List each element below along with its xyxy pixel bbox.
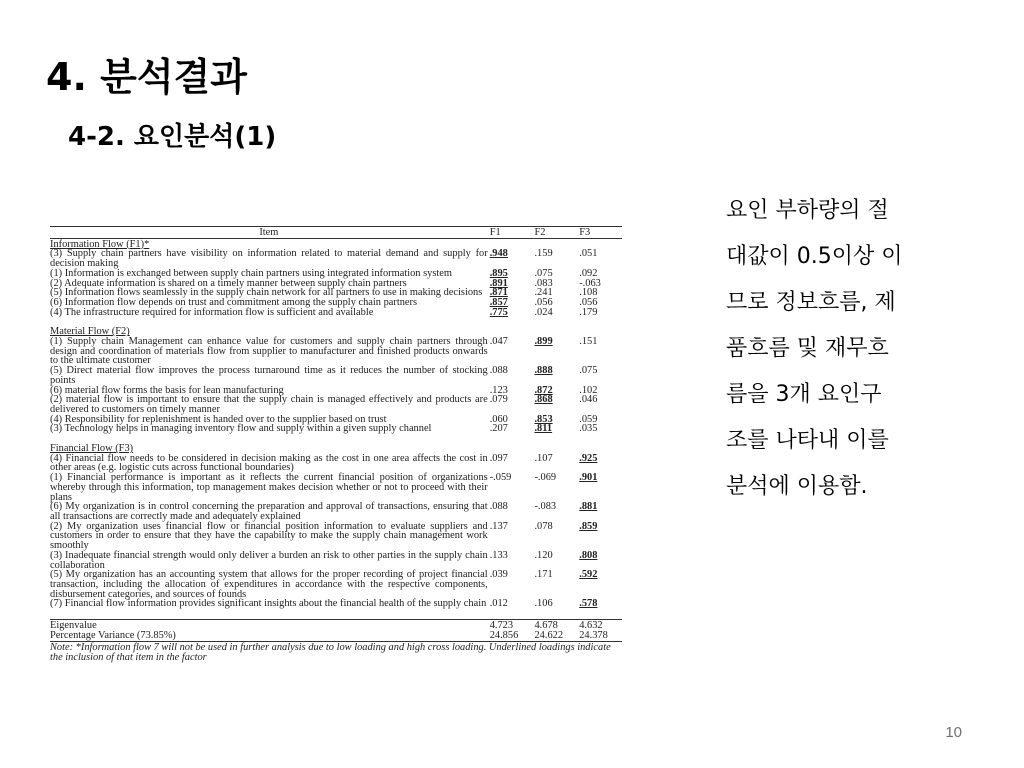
loading-f3-value: .046: [579, 394, 598, 406]
loading-f2-value: .078: [534, 520, 553, 532]
table-row: [50, 502, 622, 521]
loading-f2: [532, 366, 577, 376]
loading-f1: [488, 395, 533, 405]
page-number: 10: [945, 724, 962, 741]
loading-f1: [488, 454, 533, 464]
loading-f2: [532, 570, 577, 580]
variance-f1: 24.856: [489, 629, 519, 641]
loading-f2-value: .083: [534, 277, 553, 289]
loading-f3-value: .059: [579, 413, 598, 425]
item-text: (1) Information is exchanged between supply chain partners using integrated information system: [50, 267, 452, 279]
loading-f1: [488, 522, 533, 532]
loading-f2-value: -.069: [534, 472, 557, 484]
loading-f3-value: .051: [579, 248, 598, 260]
loading-f1: [488, 551, 533, 561]
item-text: (3) Inadequate financial strength would only deliver a burden an risk to other parties in the supply chain collaboration: [50, 549, 488, 571]
loading-f3-value: .075: [579, 365, 598, 377]
loading-f3-value: .578: [579, 598, 598, 610]
table-row: [50, 570, 622, 599]
item-text: (3) Supply chain partners have visibility on information related to material demand and supply for decision making: [50, 248, 488, 270]
loading-f1: [488, 599, 533, 609]
eigenvalue-f1: 4.723: [489, 620, 514, 632]
loading-f1-value: .088: [489, 501, 508, 513]
loading-f1: [488, 249, 533, 259]
loading-f3-value: .108: [579, 287, 598, 299]
loading-f2-value: .075: [534, 267, 553, 279]
item-text: (6) Information flow depends on trust and commitment among the supply chain partners: [50, 296, 418, 308]
loading-f3: [577, 366, 622, 376]
loading-f1: [488, 424, 533, 434]
loading-f1-value: .133: [489, 549, 508, 561]
variance-label: Percentage Variance (73.85%): [50, 629, 176, 641]
loading-f2-value: .853: [534, 413, 553, 425]
loading-f1: [488, 337, 533, 347]
loading-f3-value: .102: [579, 384, 598, 396]
loading-f3-value: .179: [579, 306, 598, 318]
loading-f3: [577, 337, 622, 347]
item-text: (2) My organization uses financial flow or financial position information to evaluate suppliers and customers in order to ensure that they have the capability to make the supply chain management work smoothly: [50, 520, 488, 552]
loading-f2-value: .872: [534, 384, 553, 396]
item-text: (7) Financial flow information provides significant insights about the financial health of the supply chain: [50, 598, 487, 610]
loading-f1-value: -.059: [489, 472, 512, 484]
summary-line: 조를 나타내 이를: [726, 428, 889, 453]
loading-f3-value: .925: [579, 452, 598, 464]
item-text: (6) My organization is in control concerning the preparation and approval of transactions, ensuring that all transactions are correctly made and adequately explained: [50, 501, 488, 522]
loading-f2-value: .024: [534, 306, 553, 318]
loading-f2: [532, 522, 577, 532]
loading-f2: [532, 473, 577, 483]
loading-f1-value: .123: [489, 384, 508, 396]
summary-line: 분석에 이용함.: [726, 474, 868, 499]
item-text: (3) Technology helps in managing inventory flow and supply within a given supply channel: [50, 423, 432, 435]
loading-f2-value: .107: [534, 452, 553, 464]
loading-f2-value: .056: [534, 296, 553, 308]
loading-f1-value: .088: [489, 365, 508, 377]
table-summary: [50, 619, 622, 642]
item-text: (4) Financial flow needs to be considered in decision making as the cost in one area affects the cost in other areas (e.g. logistic cuts across functional boundaries): [50, 452, 488, 474]
loading-f1-value: .895: [489, 267, 508, 279]
loading-f1: [488, 502, 533, 512]
summary-text: [726, 188, 966, 510]
item-text: (5) My organization has an accounting system that allows for the proper recording of project financial transaction, including the allocation of expenditures in accordance with the respective components, disbursement categories, and sources of founds: [50, 569, 488, 600]
loading-f1-value: .060: [489, 413, 508, 425]
variance-f3: 24.378: [579, 629, 608, 641]
loading-f2-value: .159: [534, 248, 553, 260]
summary-line: 대값이 0.5이상 이: [726, 244, 903, 269]
loading-f1-value: .857: [489, 296, 508, 308]
loading-f1-value: .775: [489, 306, 508, 318]
loading-f2: [532, 599, 577, 609]
item-text: (2) Adequate information is shared on a timely manner between supply chain partners: [50, 277, 407, 289]
loading-f3: [577, 395, 622, 405]
variance-f2: 24.622: [534, 629, 564, 641]
loading-f3: [577, 502, 622, 512]
item-text: (2) material flow is important to ensure that the supply chain is managed effectively and products are delivered to customers on timely manner: [50, 394, 488, 415]
loading-f2-value: .106: [534, 598, 553, 610]
loading-f2: [532, 308, 577, 318]
loading-f3-value: .808: [579, 549, 598, 561]
loading-f2-value: -.083: [534, 501, 557, 513]
loading-f3: [577, 551, 622, 561]
loading-f1-value: .948: [489, 248, 508, 260]
loading-f3: [577, 454, 622, 464]
factor-groups: [50, 240, 622, 609]
loading-f3-value: -.063: [579, 277, 601, 289]
factor-group: [50, 327, 622, 434]
loading-f3-value: .092: [579, 267, 598, 279]
table-row: [50, 337, 622, 366]
table-row: [50, 473, 622, 502]
loading-f1-value: .891: [489, 277, 508, 289]
loading-f2: [532, 551, 577, 561]
loading-f2-value: .171: [534, 569, 553, 581]
loading-f2: [532, 249, 577, 259]
slide-subtitle: 4-2. 요인분석(1): [68, 122, 277, 152]
header-f3: F3: [579, 227, 591, 238]
loading-f1-value: .871: [489, 287, 508, 299]
header-f2: F2: [534, 227, 546, 238]
loading-f1-value: .207: [489, 423, 508, 435]
loading-f3-value: .859: [579, 520, 598, 532]
table-row: [50, 454, 622, 473]
slide-title: 4. 분석결과: [46, 55, 247, 99]
loading-f2-value: .888: [534, 365, 553, 377]
item-text: (5) Direct material flow improves the process turnaround time as it reduces the number of stocking points: [50, 365, 488, 386]
summary-line: 므로 정보흐름, 제: [726, 290, 896, 315]
loading-f3: [577, 424, 622, 434]
loading-f3: [577, 308, 622, 318]
loading-f2: [532, 395, 577, 405]
table-row: [50, 308, 622, 318]
loading-f2: [532, 502, 577, 512]
table-row: [50, 599, 622, 609]
table-row: [50, 366, 622, 385]
item-text: (1) Supply chain Management can enhance value for customers and supply chain partners through design and coordination of materials flow from supplier to manufacturer and finished products onwards to the ultimate customer: [50, 336, 488, 367]
loading-f1-value: .039: [489, 569, 508, 581]
loading-f3-value: .056: [579, 296, 598, 308]
summary-line: 품흐름 및 재무흐: [726, 336, 889, 361]
table-row: [50, 249, 622, 268]
loading-f2: [532, 424, 577, 434]
factor-group-title: Information Flow (F1)*: [50, 238, 150, 250]
loading-f2: [532, 337, 577, 347]
loading-f3: [577, 473, 622, 483]
loading-f1-value: .137: [489, 520, 508, 532]
loading-f2-value: .868: [534, 394, 553, 406]
factor-loading-table: [50, 226, 622, 663]
loading-f3: [577, 522, 622, 532]
eigenvalue-label: Eigenvalue: [50, 620, 97, 632]
loading-f3: [577, 570, 622, 580]
eigenvalue-f2: 4.678: [534, 620, 558, 632]
header-item: Item: [259, 227, 279, 238]
table-row: [50, 522, 622, 551]
header-f1: F1: [489, 227, 501, 238]
loading-f1-value: .047: [489, 336, 508, 348]
loading-f3-value: .151: [579, 336, 598, 348]
loading-f2-value: .241: [534, 287, 553, 299]
table-note: Note: *Information flow 7 will not be used in further analysis due to low loading and high cross loading. Underlined loadings indicate the inclusion of that item in the factor: [50, 642, 611, 664]
loading-f1-value: .012: [489, 598, 508, 610]
loading-f1-value: .079: [489, 394, 508, 406]
variance-row: [50, 631, 622, 641]
table-row: [50, 395, 622, 414]
loading-f3-value: .881: [579, 501, 598, 513]
loading-f3: [577, 599, 622, 609]
loading-f1: [488, 308, 533, 318]
loading-f3: [577, 249, 622, 259]
factor-group: [50, 444, 622, 609]
loading-f3-value: .592: [579, 569, 598, 581]
factor-group-title: Financial Flow (F3): [50, 443, 134, 455]
loading-f2-value: .899: [534, 336, 553, 348]
item-text: (1) Financial performance is important as it reflects the current financial position of organizations whereby through this information, top management makes decision whether or not to proceed with their plans: [50, 472, 488, 503]
loading-f1: [488, 570, 533, 580]
summary-line: 름을 3개 요인구: [726, 382, 882, 407]
item-text: (6) material flow forms the basis for lean manufacturing: [50, 384, 284, 396]
table-row: [50, 551, 622, 570]
loading-f1: [488, 366, 533, 376]
table-row: [50, 424, 622, 434]
item-text: (5) Information flows seamlessly in the supply chain network for all partners to use in making decisions: [50, 287, 483, 299]
summary-line: 요인 부하량의 절: [726, 198, 889, 223]
item-text: (4) Responsibility for replenishment is handed over to the supplier based on trust: [50, 413, 387, 425]
eigenvalue-f3: 4.632: [579, 620, 603, 632]
loading-f3-value: .901: [579, 472, 598, 484]
table-header-row: [50, 226, 622, 239]
factor-group: [50, 240, 622, 318]
loading-f2-value: .120: [534, 549, 553, 561]
factor-group-title: Material Flow (F2): [50, 326, 130, 338]
loading-f1: [488, 473, 533, 483]
loading-f2-value: .811: [534, 423, 553, 435]
loading-f1-value: .097: [489, 452, 508, 464]
loading-f2: [532, 454, 577, 464]
loading-f3-value: .035: [579, 423, 598, 435]
item-text: (4) The infrastructure required for information flow is sufficient and available: [50, 306, 374, 318]
